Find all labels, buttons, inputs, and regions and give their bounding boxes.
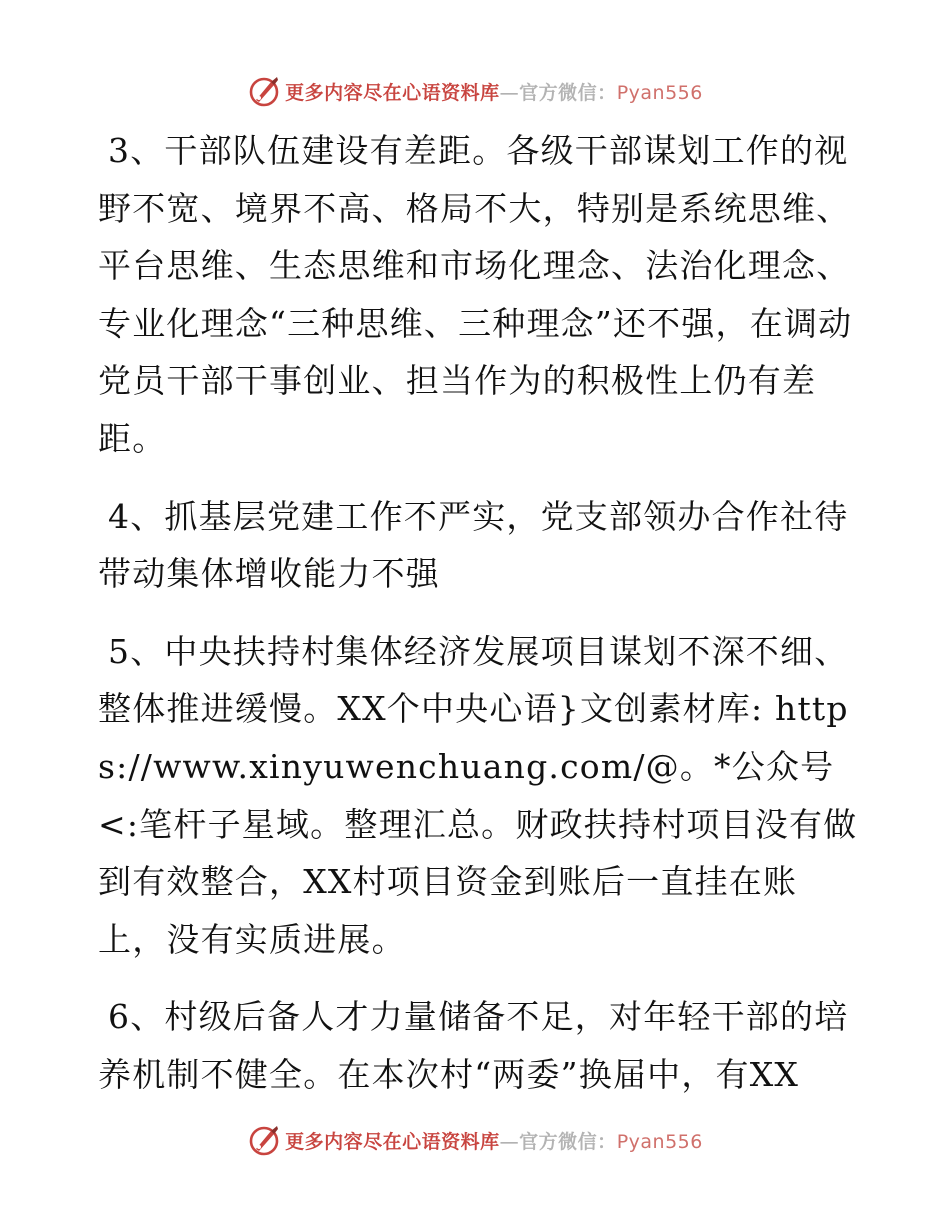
paragraph-3: 3、干部队伍建设有差距。各级干部谋划工作的视野不宽、境界不高、格局不大，特别是系统思维、平台思维、生态思维和市场化理念、法治化理念、专业化理念“三种思维、三种理念”还不强，在调动党员干部干事创业、担当作为的积极性上仍有差距。 (98, 131, 853, 458)
banner-dash: — (499, 1130, 520, 1153)
document-body (98, 122, 858, 1124)
paragraph-6: 6、村级后备人才力量储备不足，对年轻干部的培养机制不健全。在本次村“两委”换届中，有XX (98, 997, 849, 1094)
paragraph-5: 5、中央扶持村集体经济发展项目谋划不深不细、整体推进缓慢。XX个中央心语}文创素材库: https://www.xinyuwenchuang.com/@。*公众号<:笔杆子星域。整理汇总。财政扶持村项目没有做到有效整合，XX村项目资金到账后一直挂在账上，没有实质进展。 (98, 631, 858, 959)
quill-pen-logo-icon (247, 1123, 281, 1157)
quill-pen-logo-icon (247, 74, 281, 108)
banner-dash: — (499, 81, 520, 104)
banner-text: 更多内容尽在心语资料库 (285, 81, 500, 104)
banner-wechat-label: 官方微信： (519, 1130, 617, 1153)
banner-wechat-label: 官方微信： (519, 81, 617, 104)
header-watermark-banner (0, 71, 950, 111)
banner-text: 更多内容尽在心语资料库 (285, 1130, 500, 1153)
banner-wechat-id: Pyan556 (616, 81, 703, 104)
banner-wechat-id: Pyan556 (616, 1130, 703, 1153)
footer-watermark-banner (0, 1120, 950, 1160)
paragraph-4: 4、抓基层党建工作不严实，党支部领办合作社待带动集体增收能力不强 (98, 496, 849, 594)
